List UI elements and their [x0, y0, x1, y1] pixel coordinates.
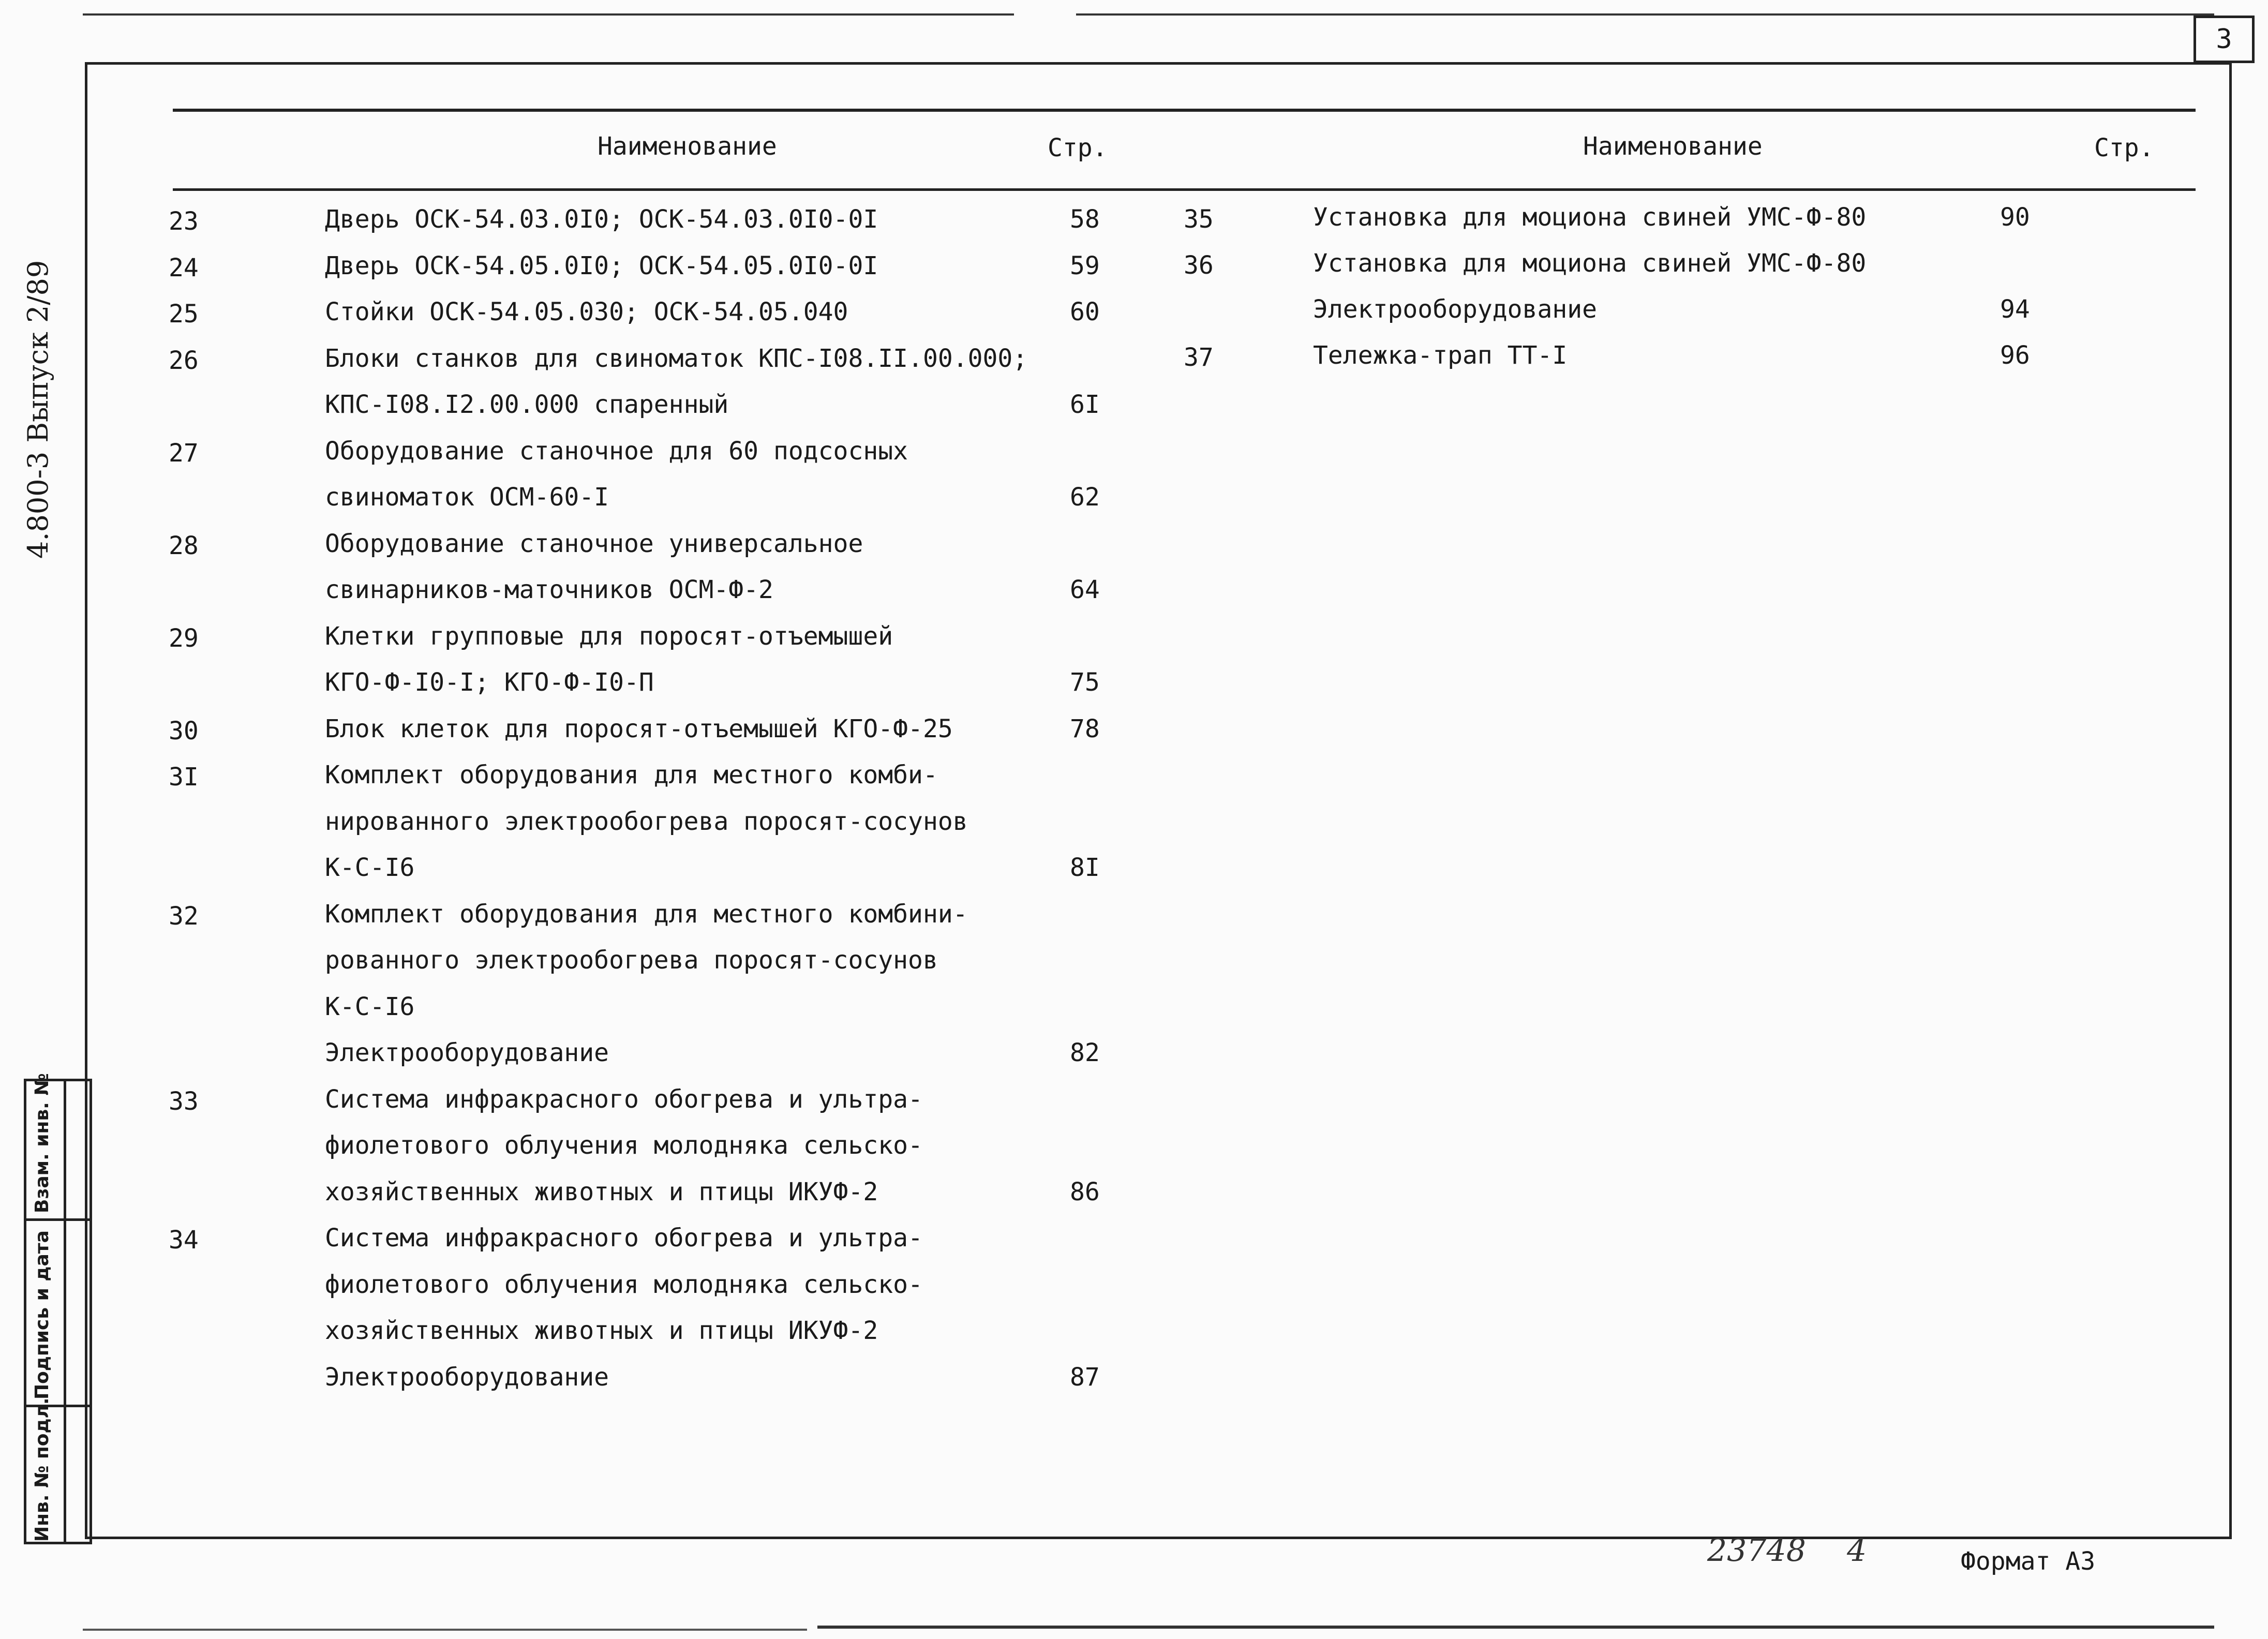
- entry-number: 37: [1184, 343, 1214, 372]
- entry-number: 34: [169, 1226, 199, 1255]
- entry-page: 86: [1070, 1177, 1100, 1206]
- header-page-left: Стр.: [1048, 133, 1108, 162]
- entry-page: 64: [1070, 575, 1100, 604]
- top-edge-line: [1076, 13, 2214, 16]
- stamp-cell-replacement: Взам. инв. №: [26, 1081, 89, 1221]
- entry-number: 28: [169, 531, 199, 560]
- entry-title-line: Установка для моциона свиней УМС-Ф-80: [1313, 249, 1867, 278]
- bottom-edge-line: [817, 1626, 2214, 1629]
- paper-format: Формат А3: [1961, 1547, 2096, 1576]
- entry-page: 90: [2000, 203, 2030, 232]
- entry-title-line: Установка для моциона свиней УМС-Ф-80: [1313, 203, 1867, 232]
- document-sheet: 4: [1847, 1532, 1867, 1569]
- entry-title-line: свиноматок ОСМ-60-I: [325, 483, 609, 512]
- entry-page: 8I: [1070, 853, 1100, 882]
- bottom-edge-line: [83, 1629, 807, 1631]
- entry-number: 35: [1184, 205, 1214, 234]
- entry-number: 30: [169, 716, 199, 746]
- stamp-cell-signature: Подпись и дата: [26, 1221, 89, 1407]
- header-page-right: Стр.: [2094, 133, 2154, 162]
- entry-number: 26: [169, 346, 199, 375]
- entry-title-line: Оборудование станочное для 60 подсосных: [325, 436, 908, 466]
- entry-title-line: Оборудование станочное универсальное: [325, 529, 863, 558]
- entry-title-line: нированного электрообогрева поросят-сосунов: [325, 807, 968, 836]
- entry-page: 59: [1070, 251, 1100, 280]
- entry-title-line: Дверь ОСК-54.03.0I0; ОСК-54.03.0I0-0I: [325, 205, 878, 234]
- document-page: 3 4.800-3 Выпуск 2/89 Взам. инв. № Подпись и дата Инв. № подл. Наименование Стр. Наименование Стр. 23 Дверь ОСК-54.03.0I0; ОСК-54.03.0I0-0I 58 24 Дверь ОСК-54.05.0I0; ОСК-54.05.0I0-0I 59 25 Стойки ОСК-54.05.030; ОСК-54.05.040 60 26 Блоки станков для свиноматок КПС-I08.II.00.000; КПС-I08.I2.00.000 спаренный 6I 27 Оборудование станочное для 60 подсосных свиноматок ОСМ-60-I 62 28 Оборудование станочное универсальное свинарников-маточников ОСМ-Ф-2 64 29 Клетки групповые для поросят-отъемышей КГО-Ф-I0-I; КГО-Ф-I0-П 75 30 Блок клеток для поросят-отъемышей КГО-Ф-25 78 3I Комплект оборудования для местного комби- нированного электрообогрева поросят-сосунов К-С-I6 8I 32 Комплект оборудования для местного комбини- рованного электрообогрева поросят-сосунов К-С-I6 Электрооборудование 82 33 Система инфракрасного обогрева и ультра- фиолетового облучения молодняка сельско- хозяйственных животных и птицы ИКУФ-2 86 34 Система инфракрасного обогрева и ультра- фиолетового облучения молодняка сельско- хозяйственных животных и птицы ИКУФ-2 Электрооборудование 87 35 Установка для моциона свиней УМС-Ф-80 90 36 Установка для моциона свиней УМС-Ф-80 Электрооборудование 94 37 Тележка-трап ТТ-I 96 23748 4 Формат А3: [0, 0, 2268, 1639]
- entry-title-line: фиолетового облучения молодняка сельско-: [325, 1131, 923, 1160]
- table-header-rule: [173, 188, 2196, 191]
- entry-title-line: Электрооборудование: [325, 1362, 609, 1392]
- entry-title-line: Система инфракрасного обогрева и ультра-: [325, 1084, 923, 1114]
- header-name-right: Наименование: [1583, 132, 1763, 161]
- entry-number: 23: [169, 207, 199, 236]
- entry-number: 29: [169, 623, 199, 653]
- entry-number: 24: [169, 253, 199, 282]
- entry-title-line: Комплект оборудования для местного комбини-: [325, 899, 968, 929]
- entry-title-line: фиолетового облучения молодняка сельско-: [325, 1270, 923, 1299]
- entry-number: 36: [1184, 251, 1214, 280]
- entry-title-line: хозяйственных животных и птицы ИКУФ-2: [325, 1177, 878, 1206]
- entry-title-line: КПС-I08.I2.00.000 спаренный: [325, 390, 729, 419]
- entry-page: 62: [1070, 483, 1100, 512]
- header-name-left: Наименование: [598, 132, 777, 161]
- entry-page: 75: [1070, 668, 1100, 697]
- entry-page: 78: [1070, 714, 1100, 743]
- entry-title-line: Дверь ОСК-54.05.0I0; ОСК-54.05.0I0-0I: [325, 251, 878, 280]
- entry-page: 60: [1070, 297, 1100, 326]
- entry-title-line: свинарников-маточников ОСМ-Ф-2: [325, 575, 773, 604]
- entry-title-line: Клетки групповые для поросят-отъемышей: [325, 621, 893, 651]
- entry-number: 27: [169, 438, 199, 468]
- entry-number: 33: [169, 1086, 199, 1116]
- entry-number: 25: [169, 300, 199, 329]
- entry-page: 96: [2000, 341, 2030, 370]
- entry-title-line: Стойки ОСК-54.05.030; ОСК-54.05.040: [325, 297, 848, 326]
- entry-page: 6I: [1070, 390, 1100, 419]
- entry-title-line: К-С-I6: [325, 853, 415, 882]
- side-stamp: [24, 1073, 92, 1544]
- entry-page: 94: [2000, 295, 2030, 324]
- entry-title-line: хозяйственных животных и птицы ИКУФ-2: [325, 1316, 878, 1345]
- entry-number: 3I: [169, 763, 199, 792]
- entry-page: 87: [1070, 1362, 1100, 1392]
- entry-title-line: Блок клеток для поросят-отъемышей КГО-Ф-25: [325, 714, 953, 743]
- entry-title-line: КГО-Ф-I0-I; КГО-Ф-I0-П: [325, 668, 654, 697]
- entry-number: 32: [169, 901, 199, 931]
- top-edge-line: [83, 13, 1014, 16]
- table-top-rule: [173, 109, 2196, 112]
- entry-page: 58: [1070, 205, 1100, 234]
- entry-title-line: Тележка-трап ТТ-I: [1313, 341, 1568, 370]
- entry-title-line: Комплект оборудования для местного комби-: [325, 761, 938, 789]
- entry-title-line: Блоки станков для свиноматок КПС-I08.II.00.000;: [325, 344, 1028, 373]
- sheet-number: 3: [2194, 16, 2255, 63]
- entry-title-line: рованного электрообогрева поросят-сосунов: [325, 946, 938, 975]
- document-number: 23748: [1707, 1532, 1806, 1569]
- entry-title-line: Система инфракрасного обогрева и ультра-: [325, 1224, 923, 1253]
- entry-title-line: Электрооборудование: [1313, 295, 1598, 324]
- stamp-cell-inventory: Инв. № подл.: [32, 1397, 53, 1542]
- entry-title-line: К-С-I6: [325, 992, 415, 1021]
- entry-title-line: Электрооборудование: [325, 1038, 609, 1067]
- entry-page: 82: [1070, 1038, 1100, 1067]
